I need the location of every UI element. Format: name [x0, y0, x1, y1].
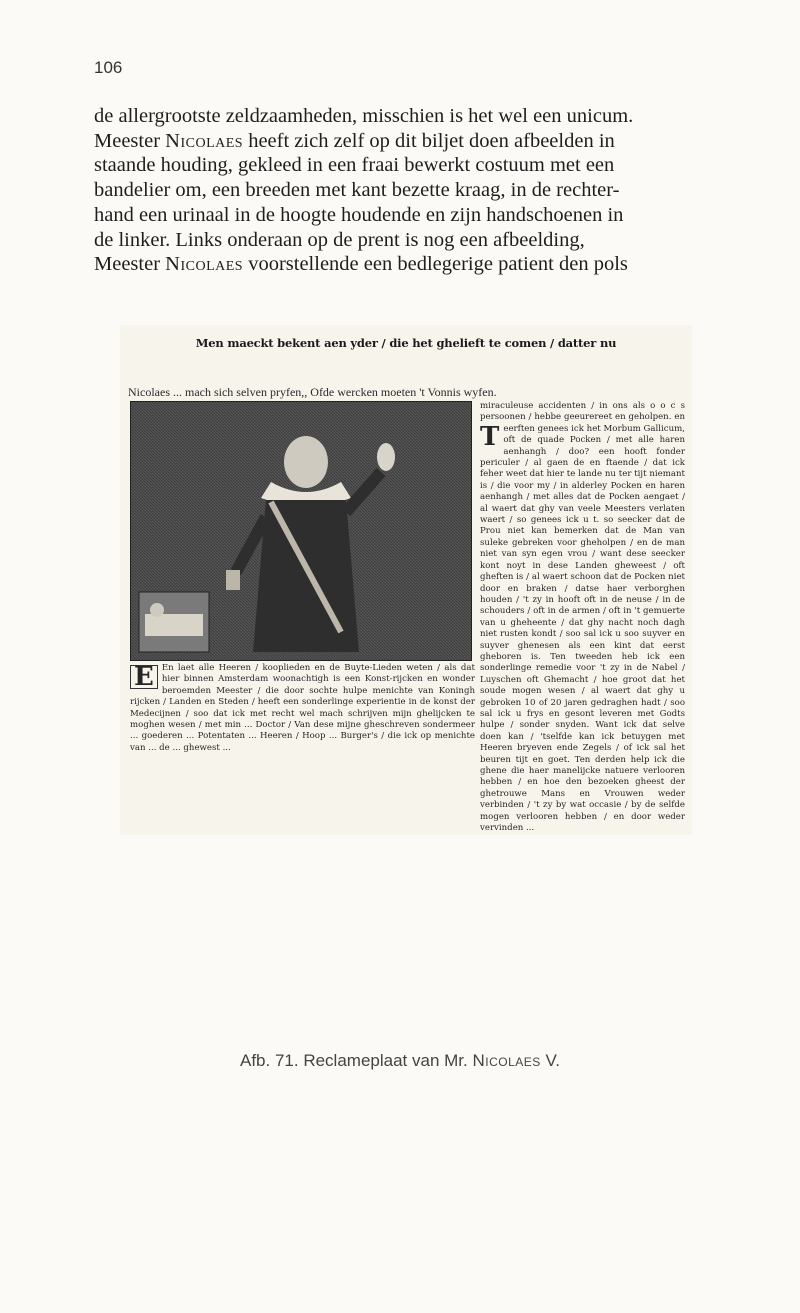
body-line [94, 178, 709, 203]
text-run: voorstellende een bedlegerige patient den pols [243, 253, 628, 276]
drop-cap-E: E [130, 665, 158, 689]
urinal-flask [377, 443, 395, 471]
figure-caption: Afb. 71. Reclameplaat van Mr. Nicolaes V. [240, 1051, 560, 1070]
body-line [94, 104, 709, 129]
text-run: de linker. Links onderaan op de prent is nog een afbeelding, [94, 228, 585, 251]
small-caps-name: Nicolaes [165, 129, 244, 152]
plate-header-line: Men maeckt bekent aen yder / die het ghelieft te comen / datter nu [195, 336, 617, 350]
caption-name: Nicolaes [472, 1051, 541, 1070]
drop-cap-T: T [480, 421, 500, 452]
portrait-engraving [130, 401, 472, 661]
body-line [94, 129, 709, 154]
small-caps-name: Nicolaes [165, 253, 244, 276]
body-text [94, 104, 709, 277]
text-run: bandelier om, een breeden met kant bezette kraag, in de rechter- [94, 179, 620, 202]
page-number: 106 [94, 58, 123, 77]
text-run: staande houding, gekleed in een fraai bewerkt costuum met een [94, 154, 615, 177]
text-run: Meester [94, 253, 166, 276]
gloves [226, 570, 240, 590]
plate-text-right: miraculeuse accidenten / in ons als o o c s persoonen / hebbe geeurereet en geholpen. T en eerften genees ick het Morbum Gallicum, oft de quade Pocken / met alle haren aenhangh / doo? een hooft fonder periculer / al gaen de en ftaende / dat ick feher weet dat hier te lande nu ter tijt niemant is / die voor my / in alderley Pocken en haren aenhangh / met alles dat de Pocken aengaet / al waert dat ghy van veele Meesters verlaten waert / so genees ick u t. so seecker dat de Prou niet kan bemerken dat de Man van suleke gebreken voor gheholpen / en de man niet van syn egen vrou / want dese seecker kont noyt in dese Landen gheweest / oft gheften is / al waert schoon dat de Pocken niet door en braken / datse haer verborghen houden / 't zy in hooft oft in de neuse / in de schouders / oft in de armen / oft in 't gemuerte van u gheheente / dat ghy nacht noch dagh niet rusten kondt / soo sal ick u soo suyver en suyver ghenesen als een kint dat eerst gheboren is. Ten tweeden heb ick een sonderlinge remedie voor 't zy in de Nabel / Luyschen oft Ghemacht / hoe groot dat het soude mogen wesen / al waert dat ghy u gebroken 10 of 20 jaren gedraghen hadt / soo sal ick u frys en gesont leveren met Godts hulpe / sonder snyden. Want ick dat selve doen kan / 'tselfde kan ick betuygen met Heeren bryeven ende Zegels / of ick sal het beuren tijt en goet. Ten derden help ick die ghene die haer manelijcke natuere verlooren hebben / en hoe den bezoeken gheest der ghetrouwe Mans en Vrouwen weder verbinden / 't zy by wat occasie / by de selfde mogen verlooren hebben / en door weder vervinden ... [480, 401, 685, 834]
body-line [94, 228, 709, 253]
portrait-illustration [131, 402, 471, 660]
body-line [94, 203, 709, 228]
engraver-line: Nicolaes ... mach sich selven pryfen,, Ofde wercken moeten 't Vonnis wyfen. [128, 385, 497, 399]
text-run: de allergrootste zeldzaamheden, misschien is het wel een unicum. [94, 105, 634, 127]
body-line [94, 153, 709, 178]
text-run: hand een urinaal in de hoogte houdende en zijn handschoenen in [94, 203, 624, 226]
advertisement-plate [120, 325, 692, 835]
body-line [94, 252, 709, 277]
text-run: Meester [94, 129, 166, 152]
text-run: heeft zich zelf op dit biljet doen afbeelden in [243, 129, 615, 152]
figure-head [284, 436, 328, 488]
plate-text-left: E En laet alle Heeren / kooplieden en de Buyte-Lieden weten / als dat hier binnen Amsterdam woonachtigh is een Konst-rijcken en wonder beroemden Meester / die door sochte hulpe menichte van Koningh rijcken / Landen en Steden / heeft een sonderlinge experientie in de konst der Medecijnen / soo dat ick met recht wel mach schrijven mijn ghelijcken te moghen wesen / met min ... Doctor / Van dese mijne gheschreven sondermeer ... goederen ... Potentaten ... Heeren / Hoop ... Burger's / die ick op menichte van ... de ... ghewest ... [130, 662, 475, 753]
